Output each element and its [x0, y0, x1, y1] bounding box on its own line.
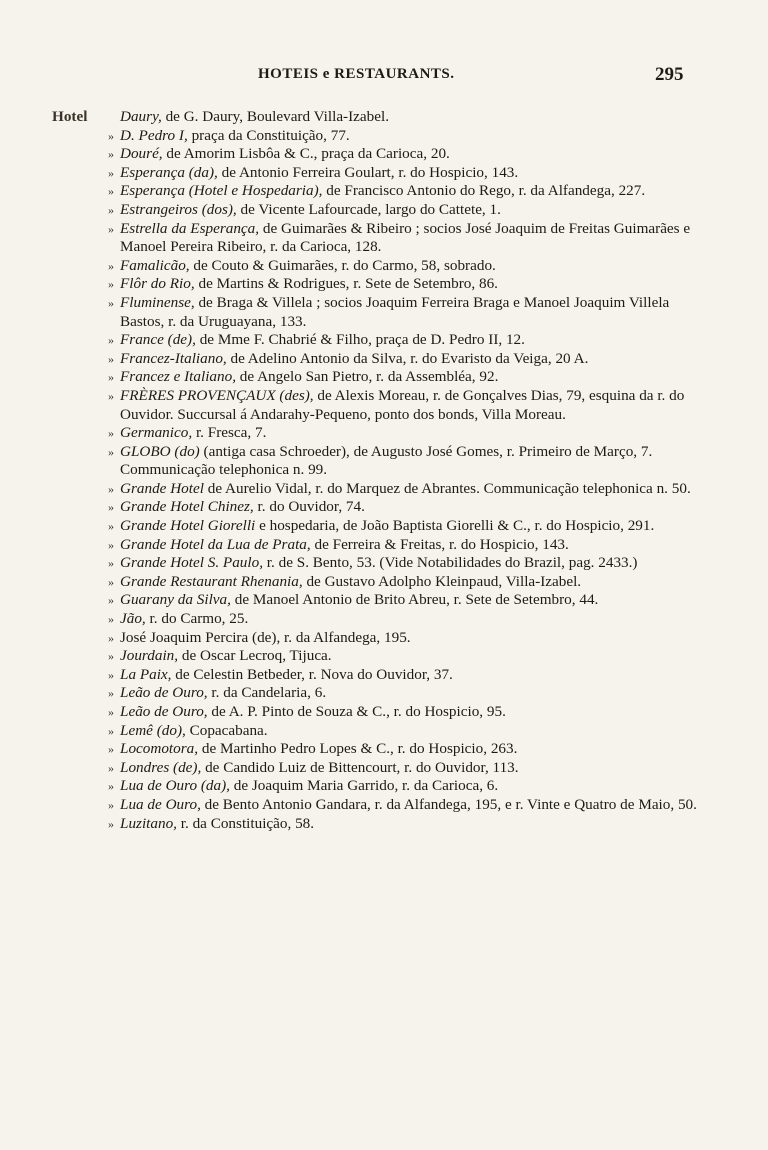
entry-text: [120, 182, 702, 201]
ditto-mark: »: [108, 184, 114, 199]
page-number: 295: [655, 64, 684, 85]
ditto-mark: »: [108, 388, 114, 403]
ditto-mark: »: [108, 221, 114, 236]
entry-details: de Guimarães & Ribeiro ; socios José Joaquim de Freitas Guimarães e Manoel Pereira Ribeiro, r. da Carioca, 128.: [120, 219, 691, 256]
entry-text: [120, 740, 702, 759]
directory-entry: [52, 182, 702, 201]
establishment-name: Leão de Ouro,: [120, 703, 208, 720]
entry-text: [120, 759, 702, 778]
ditto-mark: »: [108, 556, 114, 571]
establishment-name: D. Pedro I,: [120, 126, 188, 144]
establishment-name: Lua de Ouro,: [120, 795, 201, 813]
establishment-name: Flôr do Rio,: [120, 275, 195, 293]
entry-text: [120, 480, 702, 499]
establishment-name: Leão de Ouro,: [120, 684, 208, 702]
entry-details: e hospedaria, de João Baptista Giorelli & C., r. do Hospicio, 291.: [255, 517, 655, 535]
ditto-mark: »: [108, 686, 114, 701]
entry-details: de Amorim Lisbôa & C., praça da Carioca, 20.: [162, 145, 450, 163]
entry-text: [120, 722, 702, 741]
entry-details: (antiga casa Schroeder), de Augusto José Gomes, r. Primeiro de Março, 7. Communicação telephonica n. 99.: [120, 442, 653, 479]
entry-details: de Oscar Lecroq, Tijuca.: [178, 647, 332, 665]
entry-text: [120, 424, 702, 443]
entry-text: [120, 145, 702, 164]
entry-text: [120, 684, 702, 703]
entry-text: [120, 294, 702, 331]
entry-details: de Celestin Betbeder, r. Nova do Ouvidor, 37.: [171, 665, 453, 683]
establishment-name: Esperança (Hotel e Hospedaria),: [120, 182, 323, 200]
entry-details: de Joaquim Maria Garrido, r. da Carioca, 6.: [229, 777, 499, 795]
directory-entry: [52, 108, 702, 127]
establishment-name: Lemê (do),: [120, 721, 186, 739]
entry-text: [120, 498, 702, 517]
entry-text: [120, 815, 702, 834]
entry-text: [120, 573, 702, 592]
directory-entry: [52, 629, 702, 648]
entry-details: de Bento Antonio Gandara, r. da Alfandega, 195, e r. Vinte e Quatro de Maio, 50.: [200, 795, 697, 813]
entry-text: [120, 368, 702, 387]
entry-details: r. da Constituição, 58.: [176, 814, 315, 832]
entry-text: [120, 703, 702, 722]
entry-details: de Manoel Antonio de Brito Abreu, r. Sete de Setembro, 44.: [230, 591, 599, 609]
entry-text: [120, 666, 702, 685]
establishment-name: Estrangeiros (dos),: [120, 200, 237, 218]
directory-entry: [52, 387, 702, 424]
directory-entry: [52, 610, 702, 629]
establishment-name: Francez e Italiano,: [120, 368, 236, 386]
establishment-name: La Paix,: [120, 665, 172, 683]
entry-details: de Gustavo Adolpho Kleinpaud, Villa-Izabel.: [302, 572, 582, 590]
entry-text: [120, 275, 702, 294]
establishment-name: Daury,: [120, 108, 162, 125]
entry-details: de Martins & Rodrigues, r. Sete de Setembro, 86.: [194, 275, 498, 293]
ditto-mark: »: [108, 444, 114, 459]
directory-entry: [52, 722, 702, 741]
establishment-name: Douré,: [120, 145, 163, 163]
entry-details: de Vicente Lafourcade, largo do Cattete, 1.: [236, 200, 501, 218]
ditto-mark: »: [108, 128, 114, 143]
directory-entry: [52, 573, 702, 592]
entry-details: de Braga & Villela ; socios Joaquim Ferreira Braga e Manoel Joaquim Villela Bastos, r. da Uruguayana, 133.: [120, 293, 670, 330]
directory-entry: [52, 759, 702, 778]
ditto-mark: »: [108, 612, 114, 627]
ditto-mark: »: [108, 426, 114, 441]
entry-text: [120, 629, 702, 648]
entry-details: praça da Constituição, 77.: [187, 126, 350, 144]
directory-entry: [52, 703, 702, 722]
ditto-mark: »: [108, 165, 114, 180]
page-header: [0, 66, 768, 88]
establishment-name: Grande Hotel: [120, 479, 204, 497]
entry-text: [120, 777, 702, 796]
ditto-mark: »: [108, 147, 114, 162]
entry-text: [120, 331, 702, 350]
directory-entry: [52, 480, 702, 499]
establishment-name: Francez-Italiano,: [120, 349, 227, 367]
establishment-name: Grande Hotel Giorelli: [120, 517, 256, 535]
entry-details: de Couto & Guimarães, r. do Carmo, 58, sobrado.: [189, 256, 496, 274]
entry-details: de G. Daury, Boulevard Villa-Izabel.: [161, 108, 390, 125]
establishment-name: Locomotora,: [120, 740, 199, 758]
entry-text: [120, 257, 702, 276]
establishment-name: Famalicão,: [120, 256, 190, 274]
directory-entry: [52, 127, 702, 146]
establishment-name: Grande Hotel Chinez,: [120, 498, 254, 516]
ditto-mark: »: [108, 258, 114, 273]
entry-details: José Joaquim Percira (de), r. da Alfandega, 195.: [120, 628, 411, 646]
directory-entry: [52, 257, 702, 276]
directory-entry: [52, 740, 702, 759]
directory-entry: [52, 591, 702, 610]
ditto-mark: »: [108, 816, 114, 831]
establishment-name: France (de),: [120, 331, 196, 349]
directory-entry: [52, 536, 702, 555]
entry-details: de Alexis Moreau, r. de Gonçalves Dias, 79, esquina da r. do Ouvidor. Succursal á Andarahy-Pequeno, ponto dos bonds, Villa Moreau.: [120, 386, 685, 423]
entry-details: de Antonio Ferreira Goulart, r. do Hospicio, 143.: [217, 163, 519, 181]
directory-entry: [52, 350, 702, 369]
entry-details: de Candido Luiz de Bittencourt, r. do Ouvidor, 113.: [201, 758, 519, 776]
entry-text: [120, 220, 702, 257]
directory-entry: [52, 796, 702, 815]
directory-entry: [52, 368, 702, 387]
ditto-mark: »: [108, 742, 114, 757]
directory-entry: [52, 220, 702, 257]
ditto-mark: »: [108, 649, 114, 664]
ditto-mark: »: [108, 277, 114, 292]
entry-text: [120, 164, 702, 183]
ditto-mark: »: [108, 519, 114, 534]
ditto-mark: »: [108, 630, 114, 645]
establishment-name: Jão,: [120, 610, 146, 628]
directory-entry: [52, 666, 702, 685]
entry-text: [120, 387, 702, 424]
directory-entry: [52, 517, 702, 536]
entry-details: de Adelino Antonio da Silva, r. do Evaristo da Veiga, 20 A.: [226, 349, 589, 367]
ditto-mark: »: [108, 593, 114, 608]
directory-entry: [52, 647, 702, 666]
entry-details: r. do Ouvidor, 74.: [253, 498, 365, 516]
entry-details: de Aurelio Vidal, r. do Marquez de Abrantes. Communicação telephonica n. 50.: [203, 479, 691, 497]
directory-entry: [52, 294, 702, 331]
entry-text: [120, 127, 702, 146]
ditto-mark: »: [108, 537, 114, 552]
directory-entry: [52, 498, 702, 517]
entry-details: de Mme F. Chabrié & Filho, praça de D. Pedro II, 12.: [195, 331, 525, 349]
establishment-name: Jourdain,: [120, 647, 179, 665]
entry-details: de Angelo San Pietro, r. da Assembléa, 92.: [236, 368, 499, 386]
ditto-mark: »: [108, 370, 114, 385]
entry-details: de Francisco Antonio do Rego, r. da Alfandega, 227.: [322, 182, 646, 200]
directory-entry: [52, 201, 702, 220]
establishment-name: Luzitano,: [120, 814, 177, 832]
entry-text: [120, 610, 702, 629]
entry-details: r. do Carmo, 25.: [145, 610, 249, 628]
establishment-name: GLOBO (do): [120, 442, 200, 460]
entry-details: r. de S. Bento, 53. (Vide Notabilidades do Brazil, pag. 2433.): [263, 554, 638, 572]
ditto-mark: »: [108, 705, 114, 719]
directory-entry: [52, 145, 702, 164]
hotel-directory-list: [52, 108, 702, 833]
establishment-name: Grande Hotel S. Paulo,: [120, 554, 263, 572]
running-head: HOTEIS e RESTAURANTS.: [258, 66, 455, 82]
entry-details: r. da Candelaria, 6.: [207, 684, 327, 702]
ditto-mark: »: [108, 481, 114, 496]
directory-entry: [52, 331, 702, 350]
establishment-name: Estrella da Esperança,: [120, 219, 260, 237]
entry-details: r. Fresca, 7.: [192, 424, 267, 442]
establishment-name: Grande Hotel da Lua de Prata,: [120, 535, 311, 553]
establishment-name: Grande Restaurant Rhenania,: [120, 572, 303, 590]
establishment-name: Londres (de),: [120, 758, 202, 776]
ditto-mark: »: [108, 779, 114, 794]
ditto-mark: »: [108, 760, 114, 775]
entry-text: [120, 108, 702, 127]
entry-text: [120, 796, 702, 815]
establishment-name: Fluminense,: [120, 293, 195, 311]
ditto-mark: »: [108, 667, 114, 682]
ditto-mark: »: [108, 723, 114, 738]
directory-entry: [52, 815, 702, 834]
directory-entry: [52, 684, 702, 703]
directory-entry: [52, 777, 702, 796]
entry-details: Copacabana.: [185, 721, 268, 739]
establishment-name: Germanico,: [120, 424, 193, 442]
directory-entry: [52, 275, 702, 294]
entry-text: [120, 554, 702, 573]
entry-text: [120, 591, 702, 610]
ditto-mark: »: [108, 351, 114, 366]
ditto-mark: »: [108, 500, 114, 515]
entry-text: [120, 647, 702, 666]
ditto-mark: »: [108, 574, 114, 589]
establishment-name: Esperança (da),: [120, 163, 218, 181]
directory-entry: [52, 443, 702, 480]
entry-text: [120, 201, 702, 220]
entry-text: [120, 517, 702, 536]
ditto-mark: »: [108, 333, 114, 348]
entry-text: [120, 350, 702, 369]
entry-details: de A. P. Pinto de Souza & C., r. do Hospicio, 95.: [207, 703, 506, 720]
ditto-mark: »: [108, 797, 114, 812]
ditto-mark: »: [108, 295, 114, 310]
establishment-name: Guarany da Silva,: [120, 591, 231, 609]
entry-details: de Martinho Pedro Lopes & C., r. do Hospicio, 263.: [198, 740, 518, 758]
directory-entry: [52, 554, 702, 573]
entry-text: [120, 536, 702, 555]
ditto-mark: »: [108, 202, 114, 217]
directory-entry: [52, 424, 702, 443]
hotel-label: Hotel: [52, 108, 88, 125]
entry-details: de Ferreira & Freitas, r. do Hospicio, 143.: [310, 535, 569, 553]
directory-entry: [52, 164, 702, 183]
entry-text: [120, 443, 702, 480]
establishment-name: Lua de Ouro (da),: [120, 777, 230, 795]
establishment-name: FRÈRES PROVENÇAUX (des),: [120, 386, 314, 404]
